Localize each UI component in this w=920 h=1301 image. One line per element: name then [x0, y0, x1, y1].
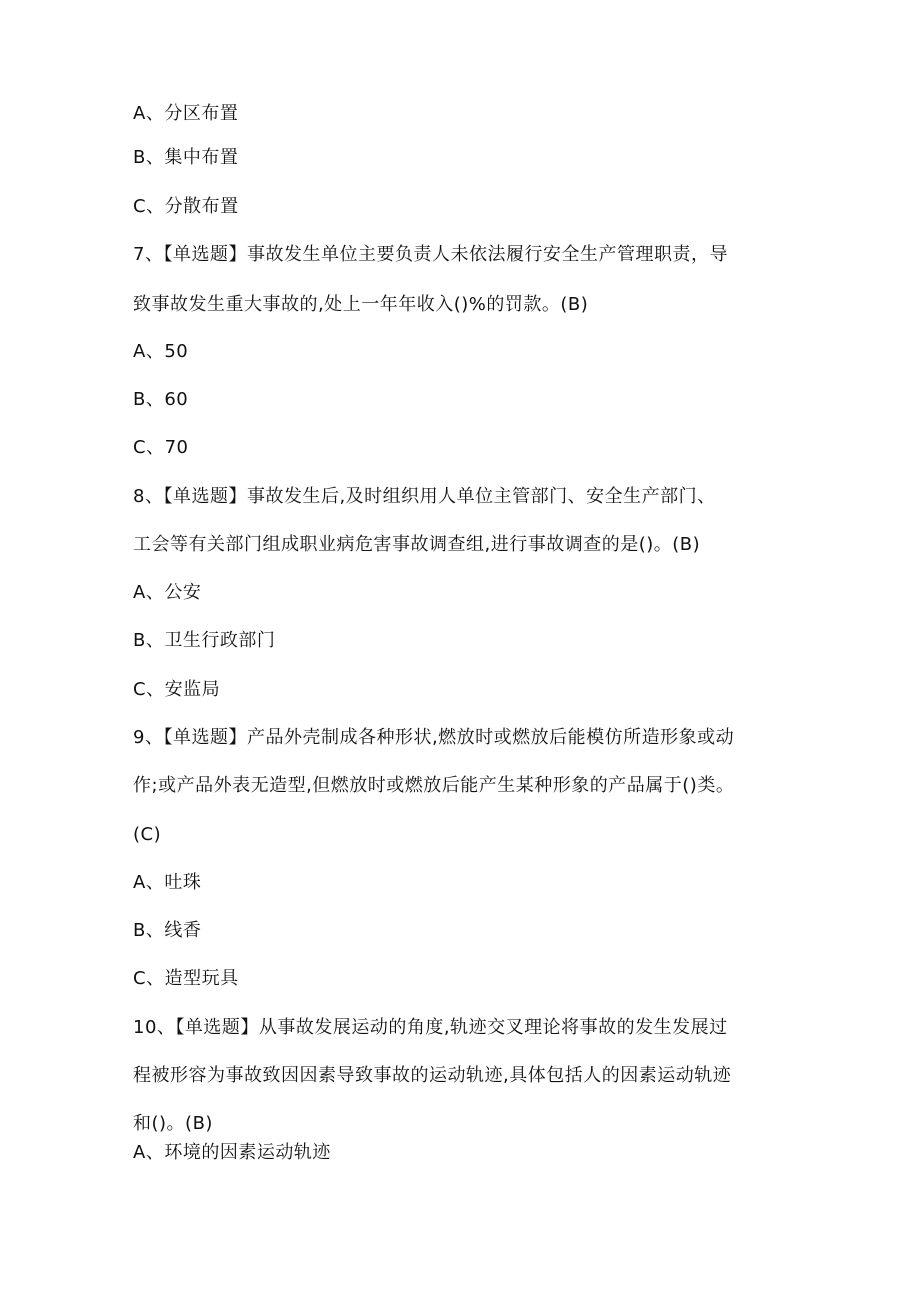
q9-answer: (C) — [133, 824, 162, 845]
q7-option-a: A、50 — [133, 341, 189, 362]
q8-option-b: B、卫生行政部门 — [133, 630, 276, 651]
q7-option-b: B、60 — [133, 389, 189, 410]
q9-question-line-1: 9、【单选题】产品外壳制成各种形状,燃放时或燃放后能模仿所造形象或动 — [133, 727, 735, 748]
q7-option-c: C、70 — [133, 437, 189, 458]
q7-question-line-2: 致事故发生重大事故的,处上一年年收入()%的罚款。(B) — [133, 294, 589, 315]
q9-question-line-2: 作;或产品外表无造型,但燃放时或燃放后能产生某种形象的产品属于()类。 — [133, 775, 735, 796]
q10-option-a: A、环境的因素运动轨迹 — [133, 1142, 331, 1163]
q10-question-line-2: 程被形容为事故致因因素导致事故的运动轨迹,具体包括人的因素运动轨迹 — [133, 1065, 732, 1086]
q9-option-b: B、线香 — [133, 920, 202, 941]
q10-question-line-3: 和()。(B) — [133, 1113, 213, 1134]
q8-option-a: A、公安 — [133, 582, 202, 603]
q10-question-line-1: 10、【单选题】从事故发展运动的角度,轨迹交叉理论将事故的发生发展过 — [133, 1017, 728, 1038]
q6-option-a: A、分区布置 — [133, 103, 239, 124]
q8-question-line-2: 工会等有关部门组成职业病危害事故调查组,进行事故调查的是()。(B) — [133, 534, 701, 555]
q7-question-line-1: 7、【单选题】事故发生单位主要负责人未依法履行安全生产管理职责，导 — [133, 244, 728, 265]
q8-question-line-1: 8、【单选题】事故发生后,及时组织用人单位主管部门、安全生产部门、 — [133, 486, 716, 507]
q8-option-c: C、安监局 — [133, 679, 221, 700]
q6-option-b: B、集中布置 — [133, 147, 239, 168]
q6-option-c: C、分散布置 — [133, 196, 239, 217]
q9-option-a: A、吐珠 — [133, 872, 202, 893]
q9-option-c: C、造型玩具 — [133, 968, 239, 989]
